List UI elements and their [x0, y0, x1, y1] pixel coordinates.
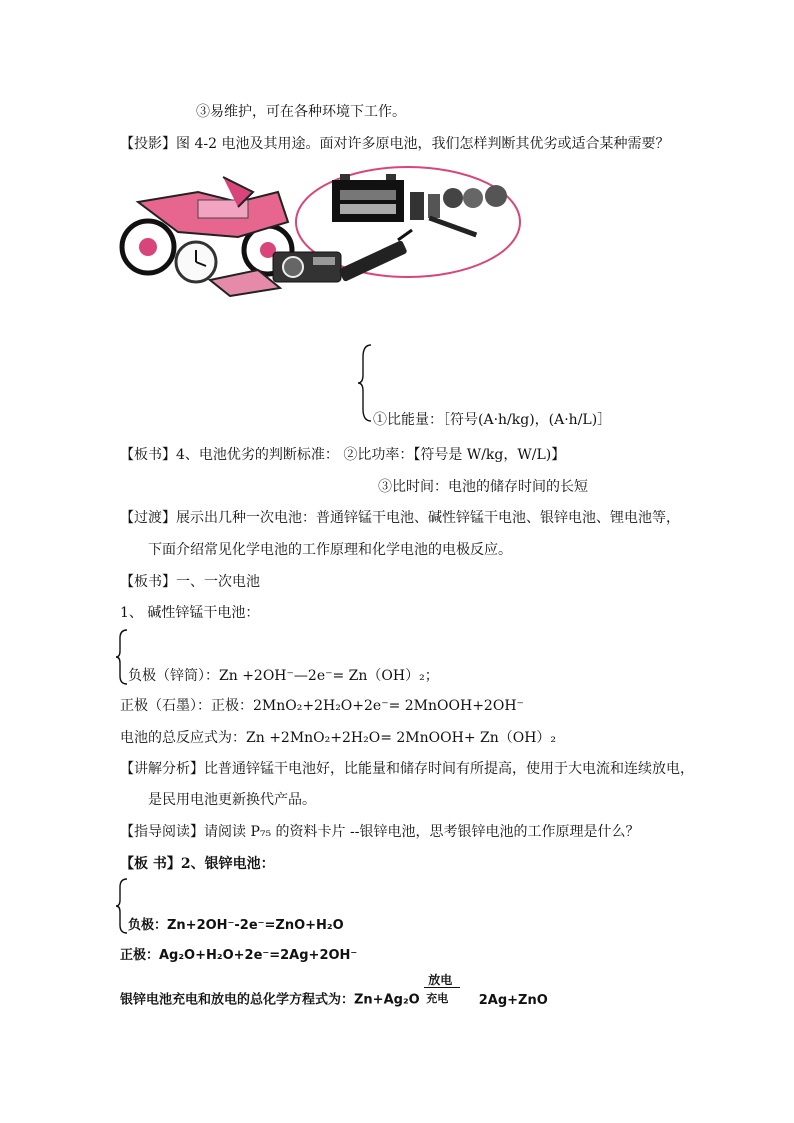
text-line: 下面介绍常见化学电池的工作原理和化学电池的电极反应。 [148, 542, 512, 558]
arrow-line [424, 987, 460, 988]
text-line: 负极：Zn+2OH⁻-2e⁻=ZnO+H₂O [128, 918, 344, 933]
text-line: 电池的总反应式为：Zn +2MnO₂+2H₂O= 2MnOOH+ Zn（OH）₂ [120, 730, 557, 746]
equation-right: 2Ag+ZnO [478, 992, 548, 1008]
text-line: 1、 碱性锌锰干电池： [120, 605, 260, 621]
text-line: 【讲解分析】比普通锌锰干电池好，比能量和储存时间有所提高，使用于大电流和连续放电， [120, 761, 694, 777]
arrow-bottom-label: 充电 [426, 992, 449, 1005]
text-line: 【板书】一、一次电池 [120, 574, 260, 590]
text-line: ③比时间：电池的储存时间的长短 [378, 479, 588, 495]
equation-line [120, 973, 548, 1010]
brace-icon [115, 877, 129, 935]
text-line: 【过渡】展示出几种一次电池：普通锌锰干电池、碱性锌锰干电池、银锌电池、锂电池等， [120, 510, 680, 526]
arrow-top-label: 放电 [428, 973, 453, 987]
reversible-arrow [424, 973, 464, 1009]
text-line: 【投影】图 4-2 电池及其用途。面对许多原电池，我们怎样判断其优劣或适合某种需要？ [120, 136, 670, 152]
text-line: ③易维护，可在各种环境下工作。 [196, 104, 406, 120]
section-heading: 【板 书】2、银锌电池： [120, 856, 275, 872]
brace-icon [357, 343, 373, 423]
text-line: 正极（石墨）：正极：2MnO₂+2H₂O+2e⁻= 2MnOOH+2OH⁻ [120, 698, 524, 714]
battery-uses-figure [118, 162, 523, 297]
text-line: 是民用电池更新换代产品。 [148, 792, 316, 808]
equation-left: 银锌电池充电和放电的总化学方程式为：Zn+Ag₂O [120, 992, 420, 1008]
brace-icon [115, 628, 129, 686]
clock-icon [176, 242, 216, 282]
camera-icon [273, 252, 341, 282]
text-line: 正极：Ag₂O+H₂O+2e⁻=2Ag+2OH⁻ [120, 948, 358, 963]
text-line: 负极（锌筒）：Zn +2OH⁻—2e⁻= Zn（OH）₂； [128, 668, 439, 684]
car-battery-icon [332, 174, 404, 222]
small-batteries-icon [410, 185, 507, 237]
text-line: ①比能量：［符号(A·h/kg)，(A·h/L)］ [373, 412, 612, 428]
text-line: 【板书】4、电池优劣的判断标准： ②比功率：【符号是 W/kg，W/L)】 [120, 447, 566, 463]
text-line: 【指导阅读】请阅读 P₇₅ 的资料卡片 --银锌电池，思考银锌电池的工作原理是什么？ [120, 824, 640, 840]
